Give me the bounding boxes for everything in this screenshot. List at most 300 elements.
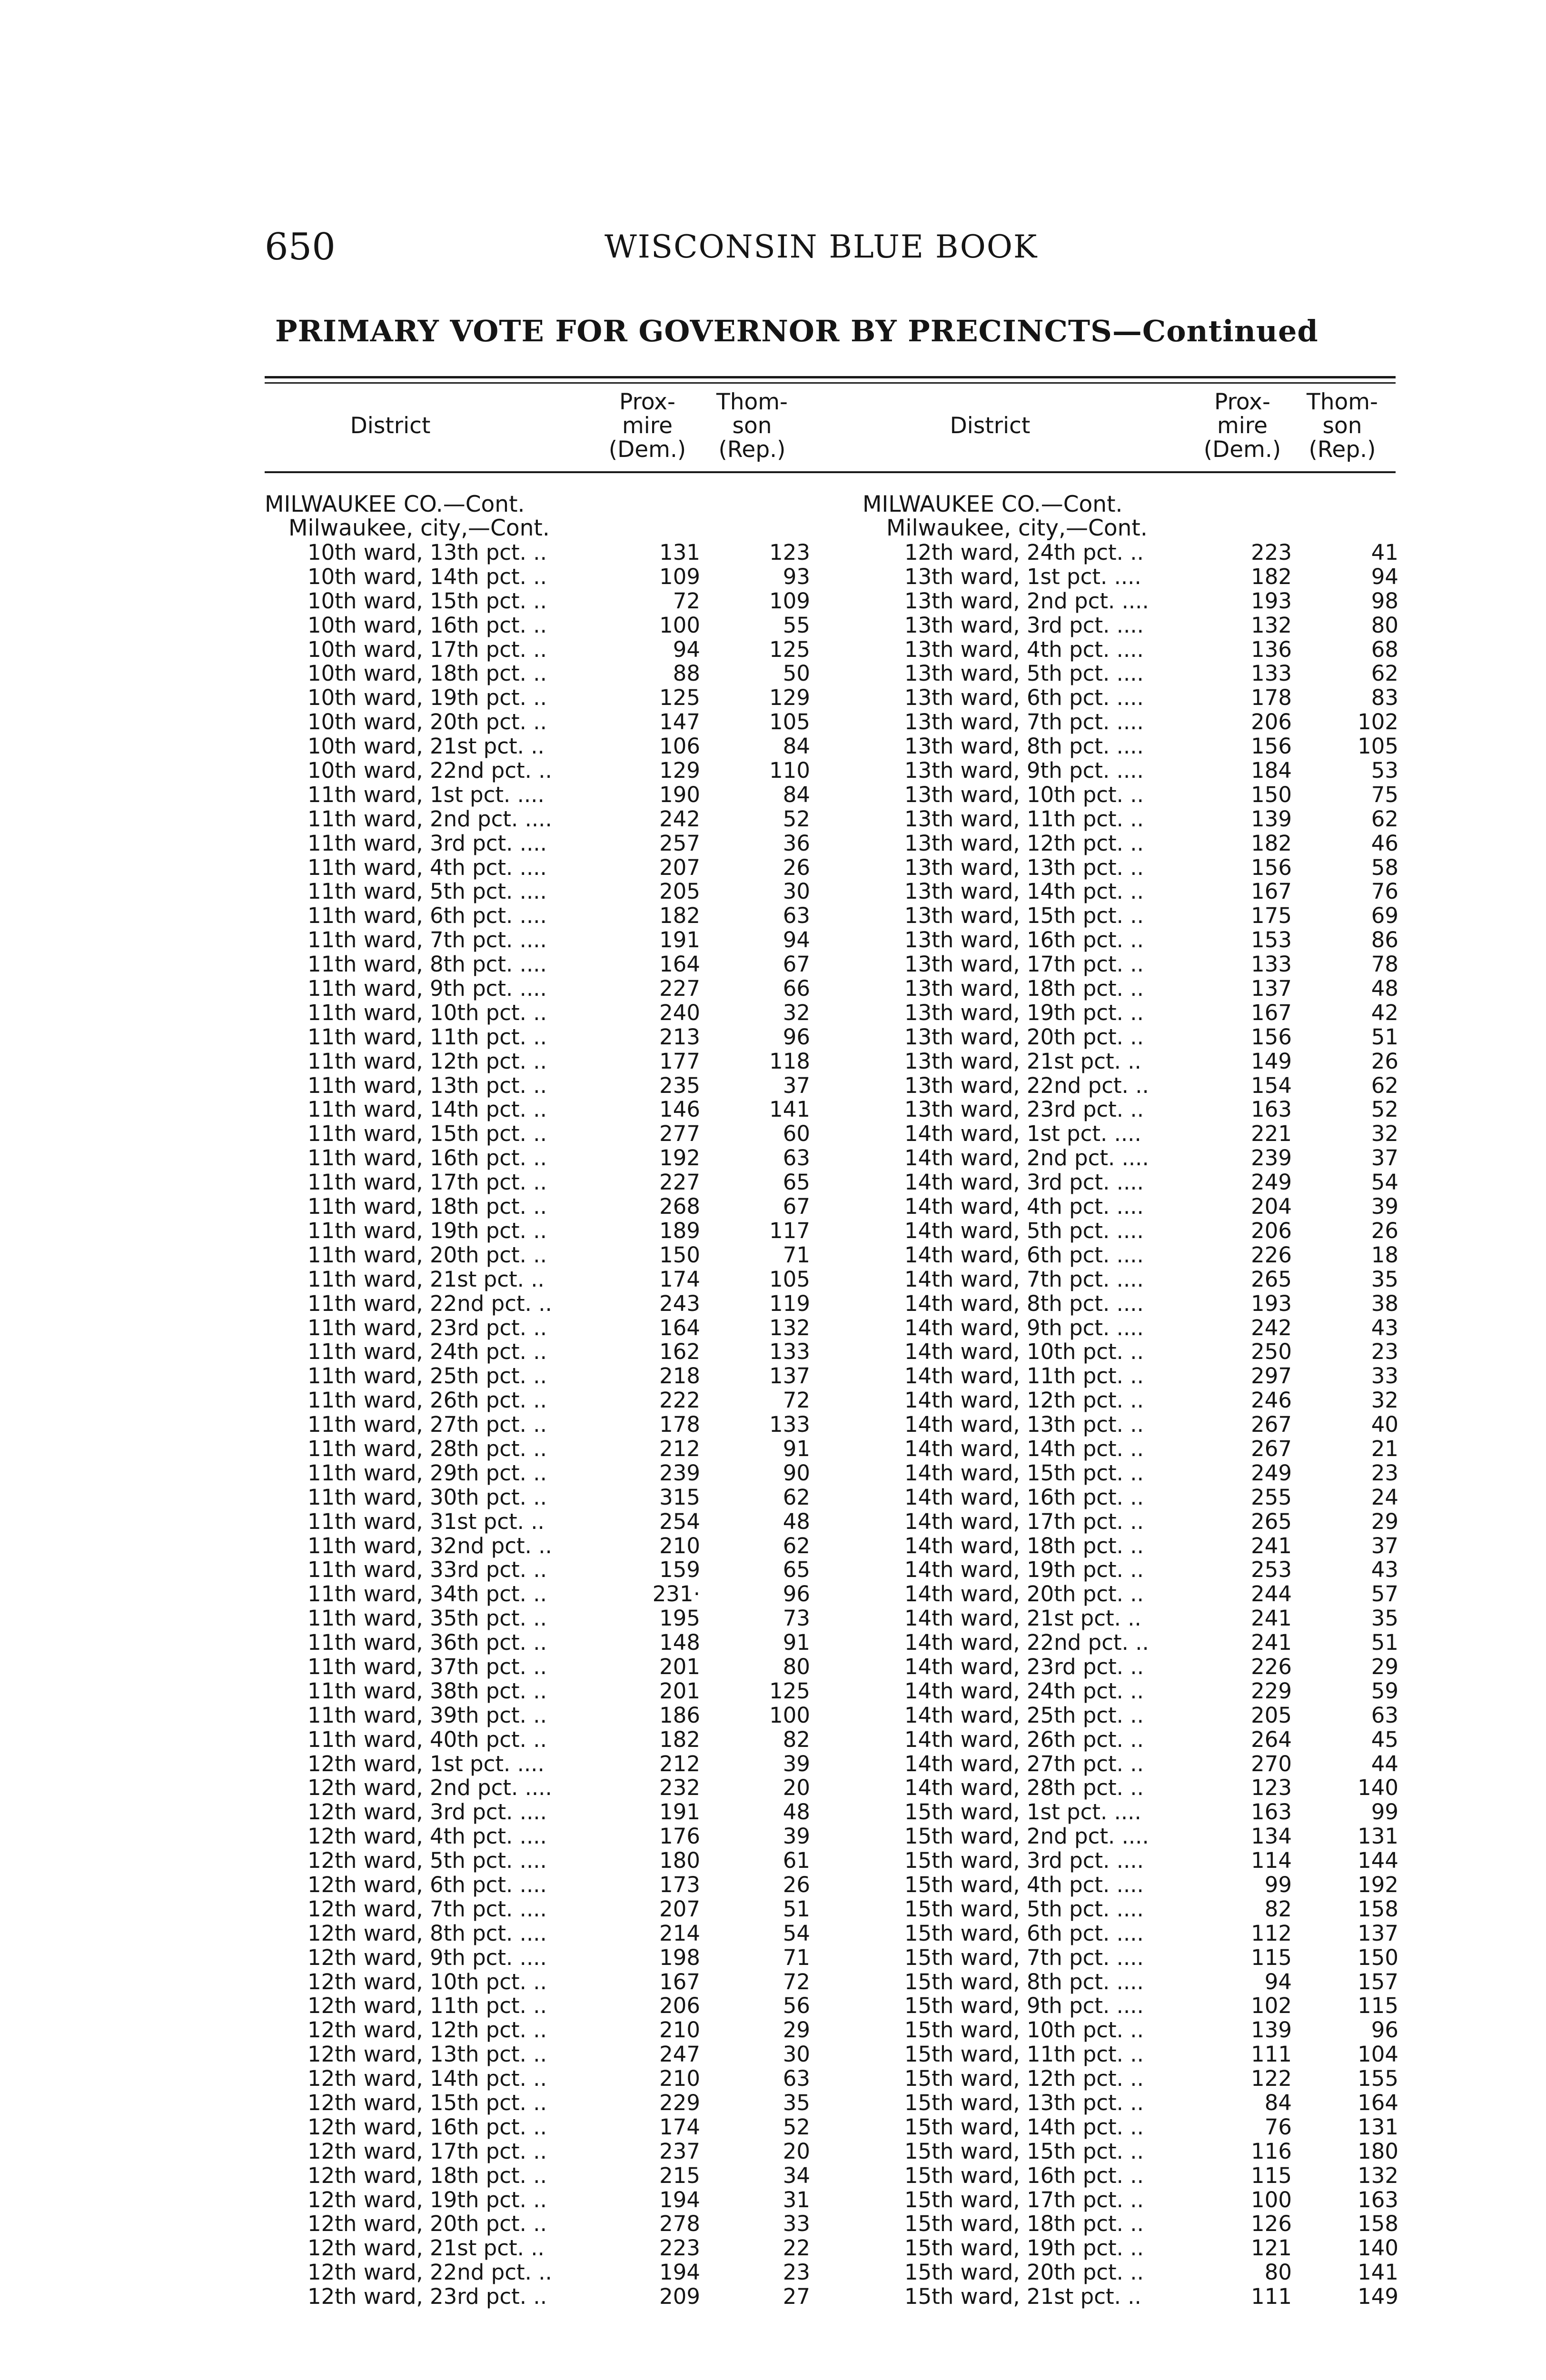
district-cell: 11th ward, 5th pct. .... — [307, 879, 547, 904]
table-row — [904, 1364, 1399, 1388]
thomson-votes-cell: 132 — [1358, 2162, 1398, 2188]
thomson-votes-cell: 58 — [1371, 854, 1398, 880]
table-row — [307, 1752, 812, 1776]
district-cell: 11th ward, 4th pct. .... — [307, 854, 547, 880]
thomson-votes-cell: 41 — [1371, 540, 1398, 565]
proxmire-votes-cell: 177 — [659, 1048, 700, 1074]
district-cell: 11th ward, 15th pct. .. — [307, 1121, 547, 1147]
district-cell: 13th ward, 14th pct. .. — [904, 879, 1144, 904]
district-cell: 11th ward, 3rd pct. .... — [307, 830, 547, 856]
thomson-votes-cell: 65 — [783, 1557, 810, 1583]
proxmire-votes-cell: 163 — [1251, 1097, 1292, 1122]
district-cell: 10th ward, 18th pct. .. — [307, 661, 547, 686]
thomson-votes-cell: 110 — [769, 758, 810, 783]
right-rows — [904, 541, 1399, 2309]
thomson-votes-cell: 137 — [769, 1363, 810, 1389]
proxmire-votes-cell: 206 — [1251, 1218, 1292, 1243]
district-cell: 12th ward, 2nd pct. .... — [307, 1775, 552, 1801]
table-row — [307, 1243, 812, 1268]
thomson-votes-cell: 100 — [769, 1702, 810, 1728]
thomson-votes-cell: 141 — [769, 1097, 810, 1122]
table-row — [307, 565, 812, 589]
proxmire-votes-cell: 212 — [659, 1436, 700, 1461]
thomson-votes-cell: 96 — [783, 1024, 810, 1050]
table-row — [307, 759, 812, 783]
table-row — [904, 541, 1399, 565]
district-cell: 12th ward, 16th pct. .. — [307, 2114, 547, 2140]
thomson-votes-cell: 26 — [1371, 1218, 1398, 1243]
thomson-votes-cell: 44 — [1371, 1751, 1398, 1776]
district-cell: 10th ward, 20th pct. .. — [307, 709, 547, 735]
proxmire-votes-cell: 297 — [1251, 1363, 1292, 1389]
proxmire-votes-cell: 206 — [659, 1993, 700, 2019]
thomson-votes-cell: 32 — [1371, 1121, 1398, 1147]
proxmire-votes-cell: 249 — [1251, 1170, 1292, 1195]
proxmire-votes-cell: 198 — [659, 1944, 700, 1970]
table-row — [307, 1849, 812, 1873]
table-row — [904, 1098, 1399, 1122]
thomson-votes-cell: 48 — [783, 1508, 810, 1534]
proxmire-votes-cell: 150 — [659, 1242, 700, 1268]
thomson-votes-cell: 91 — [783, 1630, 810, 1656]
table-row — [307, 2261, 812, 2285]
district-cell: 14th ward, 17th pct. .. — [904, 1508, 1144, 1534]
district-cell: 14th ward, 13th pct. .. — [904, 1412, 1144, 1438]
table-row — [307, 1606, 812, 1631]
district-cell: 13th ward, 6th pct. .... — [904, 685, 1144, 711]
thomson-votes-cell: 43 — [1371, 1315, 1398, 1340]
district-cell: 12th ward, 12th pct. .. — [307, 2017, 547, 2043]
table-row — [904, 589, 1399, 614]
district-cell: 11th ward, 28th pct. .. — [307, 1436, 547, 1461]
thomson-votes-cell: 80 — [1371, 612, 1398, 638]
thomson-votes-cell: 94 — [783, 927, 810, 953]
thomson-votes-cell: 93 — [783, 564, 810, 589]
thomson-votes-cell: 39 — [783, 1824, 810, 1849]
thomson-votes-cell: 104 — [1358, 2042, 1398, 2067]
proxmire-votes-cell: 154 — [1251, 1072, 1292, 1098]
district-cell: 13th ward, 12th pct. .. — [904, 830, 1144, 856]
thomson-votes-cell: 140 — [1358, 2235, 1398, 2261]
proxmire-votes-cell: 207 — [659, 854, 700, 880]
thomson-votes-cell: 90 — [783, 1460, 810, 1486]
thomson-votes-cell: 141 — [1358, 2260, 1398, 2285]
proxmire-votes-cell: 205 — [659, 879, 700, 904]
thomson-votes-cell: 34 — [783, 2162, 810, 2188]
proxmire-votes-cell: 182 — [1251, 830, 1292, 856]
thomson-votes-cell: 55 — [783, 612, 810, 638]
thomson-votes-cell: 38 — [1371, 1290, 1398, 1316]
table-row — [904, 1800, 1399, 1825]
table-row — [307, 2043, 812, 2067]
proxmire-votes-cell: 255 — [1251, 1484, 1292, 1510]
left-city-label: Milwaukee, city,—Cont. — [288, 515, 550, 541]
district-cell: 11th ward, 26th pct. .. — [307, 1388, 547, 1413]
thomson-votes-cell: 54 — [1371, 1170, 1398, 1195]
district-cell: 12th ward, 4th pct. .... — [307, 1824, 547, 1849]
proxmire-votes-cell: 106 — [659, 734, 700, 759]
proxmire-votes-cell: 231· — [652, 1581, 700, 1607]
proxmire-votes-cell: 153 — [1251, 927, 1292, 953]
table-row — [307, 952, 812, 977]
thomson-votes-cell: 133 — [769, 1339, 810, 1365]
thomson-votes-cell: 96 — [1371, 2017, 1398, 2043]
proxmire-votes-cell: 186 — [659, 1702, 700, 1728]
proxmire-votes-cell: 210 — [659, 1533, 700, 1558]
thomson-votes-cell: 31 — [783, 2187, 810, 2212]
table-row — [904, 1461, 1399, 1486]
thomson-votes-cell: 48 — [1371, 976, 1398, 1002]
thomson-votes-cell: 71 — [783, 1242, 810, 1268]
district-cell: 13th ward, 19th pct. .. — [904, 1000, 1144, 1025]
thomson-votes-cell: 35 — [1371, 1266, 1398, 1292]
district-cell: 11th ward, 7th pct. .... — [307, 927, 547, 953]
thomson-votes-cell: 72 — [783, 1388, 810, 1413]
thomson-votes-cell: 48 — [783, 1799, 810, 1825]
thomson-votes-cell: 115 — [1358, 1993, 1398, 2019]
proxmire-votes-cell: 134 — [1251, 1824, 1292, 1849]
table-row — [307, 2188, 812, 2212]
district-cell: 11th ward, 9th pct. .... — [307, 976, 547, 1002]
proxmire-votes-cell: 209 — [659, 2284, 700, 2310]
proxmire-votes-cell: 201 — [659, 1654, 700, 1679]
proxmire-votes-cell: 227 — [659, 1170, 700, 1195]
table-row — [904, 952, 1399, 977]
thomson-votes-cell: 53 — [1371, 758, 1398, 783]
proxmire-votes-cell: 178 — [1251, 685, 1292, 711]
district-cell: 13th ward, 4th pct. .... — [904, 636, 1144, 662]
table-row — [307, 1001, 812, 1025]
proxmire-votes-cell: 235 — [659, 1072, 700, 1098]
table-row — [307, 1268, 812, 1292]
proxmire-votes-cell: 72 — [673, 588, 700, 614]
thomson-votes-cell: 180 — [1358, 2138, 1398, 2164]
thomson-votes-cell: 86 — [1371, 927, 1398, 953]
table-row — [307, 1873, 812, 1897]
proxmire-votes-cell: 163 — [1251, 1799, 1292, 1825]
table-row — [904, 880, 1399, 904]
district-cell: 13th ward, 1st pct. .... — [904, 564, 1141, 589]
left-header-thomson: Thom- son (Rep.) — [716, 389, 788, 463]
district-cell: 13th ward, 11th pct. .. — [904, 806, 1144, 832]
proxmire-votes-cell: 116 — [1251, 2138, 1292, 2164]
thomson-votes-cell: 98 — [1371, 588, 1398, 614]
thomson-votes-cell: 68 — [1371, 636, 1398, 662]
table-row — [904, 928, 1399, 952]
district-cell: 11th ward, 13th pct. .. — [307, 1072, 547, 1098]
district-cell: 11th ward, 30th pct. .. — [307, 1484, 547, 1510]
district-cell: 15th ward, 5th pct. .... — [904, 1896, 1144, 1922]
table-row — [307, 2236, 812, 2261]
district-cell: 11th ward, 1st pct. .... — [307, 782, 545, 807]
table-row — [307, 904, 812, 928]
district-cell: 13th ward, 5th pct. .... — [904, 661, 1144, 686]
table-row — [307, 1655, 812, 1679]
district-cell: 12th ward, 1st pct. .... — [307, 1751, 545, 1776]
thomson-votes-cell: 62 — [1371, 806, 1398, 832]
district-cell: 13th ward, 23rd pct. .. — [904, 1097, 1144, 1122]
district-cell: 15th ward, 20th pct. .. — [904, 2260, 1144, 2285]
district-cell: 14th ward, 4th pct. .... — [904, 1194, 1144, 1220]
proxmire-votes-cell: 136 — [1251, 636, 1292, 662]
table-row — [904, 686, 1399, 710]
district-cell: 12th ward, 20th pct. .. — [307, 2211, 547, 2237]
proxmire-votes-cell: 257 — [659, 830, 700, 856]
thomson-votes-cell: 51 — [1371, 1630, 1398, 1656]
thomson-votes-cell: 20 — [783, 1775, 810, 1801]
thomson-votes-cell: 123 — [769, 540, 810, 565]
thomson-votes-cell: 125 — [769, 636, 810, 662]
table-row — [904, 2018, 1399, 2043]
proxmire-votes-cell: 149 — [1251, 1048, 1292, 1074]
table-row — [307, 734, 812, 759]
thomson-votes-cell: 37 — [1371, 1145, 1398, 1171]
thomson-votes-cell: 131 — [1358, 1824, 1398, 1849]
table-row — [307, 1364, 812, 1388]
district-cell: 14th ward, 25th pct. .. — [904, 1702, 1144, 1728]
district-cell: 15th ward, 4th pct. .... — [904, 1872, 1144, 1897]
proxmire-votes-cell: 193 — [1251, 588, 1292, 614]
thomson-votes-cell: 131 — [1358, 2114, 1398, 2140]
district-cell: 15th ward, 9th pct. .... — [904, 1993, 1144, 2019]
table-row — [904, 1437, 1399, 1461]
district-cell: 15th ward, 1st pct. .... — [904, 1799, 1141, 1825]
proxmire-votes-cell: 115 — [1251, 1944, 1292, 1970]
proxmire-votes-cell: 167 — [1251, 1000, 1292, 1025]
thomson-votes-cell: 158 — [1358, 1896, 1398, 1922]
header-rule — [265, 471, 1396, 473]
table-row — [904, 1752, 1399, 1776]
proxmire-votes-cell: 210 — [659, 2017, 700, 2043]
district-cell: 14th ward, 18th pct. .. — [904, 1533, 1144, 1558]
table-row — [307, 1025, 812, 1050]
thomson-votes-cell: 35 — [1371, 1606, 1398, 1631]
table-row — [904, 2043, 1399, 2067]
proxmire-votes-cell: 133 — [1251, 952, 1292, 977]
table-row — [904, 1606, 1399, 1631]
proxmire-votes-cell: 147 — [659, 709, 700, 735]
proxmire-votes-cell: 139 — [1251, 806, 1292, 832]
proxmire-votes-cell: 156 — [1251, 854, 1292, 880]
table-row — [307, 1098, 812, 1122]
table-row — [904, 2091, 1399, 2115]
thomson-votes-cell: 21 — [1371, 1436, 1398, 1461]
district-cell: 12th ward, 19th pct. .. — [307, 2187, 547, 2212]
table-row — [904, 1074, 1399, 1098]
table-row — [307, 1776, 812, 1800]
table-row — [307, 2115, 812, 2140]
thomson-votes-cell: 29 — [1371, 1508, 1398, 1534]
table-row — [307, 638, 812, 662]
proxmire-votes-cell: 241 — [1251, 1606, 1292, 1631]
district-cell: 15th ward, 14th pct. .. — [904, 2114, 1144, 2140]
table-row — [307, 1461, 812, 1486]
table-row — [904, 832, 1399, 856]
district-cell: 14th ward, 24th pct. .. — [904, 1678, 1144, 1704]
district-cell: 10th ward, 19th pct. .. — [307, 685, 547, 711]
thomson-votes-cell: 96 — [783, 1581, 810, 1607]
table-row — [904, 614, 1399, 638]
table-row — [904, 1195, 1399, 1219]
thomson-votes-cell: 26 — [783, 1872, 810, 1897]
district-cell: 11th ward, 20th pct. .. — [307, 1242, 547, 1268]
thomson-votes-cell: 29 — [1371, 1654, 1398, 1679]
table-row — [904, 1558, 1399, 1582]
thomson-votes-cell: 91 — [783, 1436, 810, 1461]
thomson-votes-cell: 35 — [783, 2090, 810, 2115]
district-cell: 12th ward, 23rd pct. .. — [307, 2284, 547, 2310]
table-row — [307, 928, 812, 952]
left-county-label: MILWAUKEE CO.—Cont. — [265, 491, 525, 517]
district-cell: 15th ward, 13th pct. .. — [904, 2090, 1144, 2115]
table-row — [904, 2236, 1399, 2261]
district-cell: 12th ward, 7th pct. .... — [307, 1896, 547, 1922]
district-cell: 13th ward, 22nd pct. .. — [904, 1072, 1149, 1098]
table-row — [307, 1534, 812, 1558]
district-cell: 15th ward, 2nd pct. .... — [904, 1824, 1149, 1849]
district-cell: 15th ward, 11th pct. .. — [904, 2042, 1144, 2067]
table-row — [904, 2067, 1399, 2091]
right-header-thomson: Thom- son (Rep.) — [1307, 389, 1378, 463]
district-cell: 10th ward, 17th pct. .. — [307, 636, 547, 662]
table-row — [904, 1776, 1399, 1800]
table-row — [307, 1728, 812, 1752]
table-row — [307, 1219, 812, 1243]
district-cell: 12th ward, 18th pct. .. — [307, 2162, 547, 2188]
proxmire-votes-cell: 204 — [1251, 1194, 1292, 1220]
proxmire-votes-cell: 156 — [1251, 734, 1292, 759]
proxmire-votes-cell: 190 — [659, 782, 700, 807]
right-county-label: MILWAUKEE CO.—Cont. — [862, 491, 1123, 517]
thomson-votes-cell: 26 — [1371, 1048, 1398, 1074]
proxmire-votes-cell: 173 — [659, 1872, 700, 1897]
table-row — [904, 1849, 1399, 1873]
proxmire-votes-cell: 247 — [659, 2042, 700, 2067]
district-cell: 12th ward, 14th pct. .. — [307, 2066, 547, 2092]
district-cell: 15th ward, 17th pct. .. — [904, 2187, 1144, 2212]
thomson-votes-cell: 23 — [1371, 1460, 1398, 1486]
thomson-votes-cell: 62 — [1371, 661, 1398, 686]
district-cell: 12th ward, 6th pct. .... — [307, 1872, 547, 1897]
district-cell: 14th ward, 8th pct. .... — [904, 1290, 1144, 1316]
table-row — [904, 2140, 1399, 2164]
proxmire-votes-cell: 267 — [1251, 1436, 1292, 1461]
table-row — [307, 1388, 812, 1413]
table-row — [307, 2091, 812, 2115]
proxmire-votes-cell: 102 — [1251, 1993, 1292, 2019]
table-row — [307, 1170, 812, 1195]
district-cell: 14th ward, 1st pct. .... — [904, 1121, 1141, 1147]
table-title: PRIMARY VOTE FOR GOVERNOR BY PRECINCTS—Continued — [275, 314, 1318, 348]
thomson-votes-cell: 20 — [783, 2138, 810, 2164]
proxmire-votes-cell: 221 — [1251, 1121, 1292, 1147]
table-row — [307, 1582, 812, 1606]
proxmire-votes-cell: 229 — [1251, 1678, 1292, 1704]
left-header-proxmire: Prox- mire (Dem.) — [608, 389, 686, 463]
district-cell: 15th ward, 12th pct. .. — [904, 2066, 1144, 2092]
proxmire-votes-cell: 180 — [659, 1848, 700, 1874]
thomson-votes-cell: 62 — [783, 1533, 810, 1558]
district-cell: 14th ward, 26th pct. .. — [904, 1726, 1144, 1752]
district-cell: 12th ward, 8th pct. .... — [307, 1920, 547, 1946]
table-row — [904, 1388, 1399, 1413]
district-cell: 11th ward, 32nd pct. .. — [307, 1533, 552, 1558]
table-row — [307, 832, 812, 856]
thomson-votes-cell: 30 — [783, 2042, 810, 2067]
proxmire-votes-cell: 213 — [659, 1024, 700, 1050]
table-row — [904, 759, 1399, 783]
thomson-votes-cell: 46 — [1371, 830, 1398, 856]
right-header-proxmire: Prox- mire (Dem.) — [1203, 389, 1281, 463]
proxmire-votes-cell: 112 — [1251, 1920, 1292, 1946]
table-row — [904, 1534, 1399, 1558]
thomson-votes-cell: 62 — [783, 1484, 810, 1510]
thomson-votes-cell: 80 — [783, 1654, 810, 1679]
proxmire-votes-cell: 240 — [659, 1000, 700, 1025]
district-cell: 12th ward, 13th pct. .. — [307, 2042, 547, 2067]
table-row — [904, 1679, 1399, 1704]
proxmire-votes-cell: 148 — [659, 1630, 700, 1656]
proxmire-votes-cell: 167 — [1251, 879, 1292, 904]
thomson-votes-cell: 78 — [1371, 952, 1398, 977]
table-row — [904, 1704, 1399, 1728]
table-row — [904, 662, 1399, 686]
thomson-votes-cell: 33 — [1371, 1363, 1398, 1389]
table-row — [307, 1510, 812, 1534]
table-row — [307, 1704, 812, 1728]
table-row — [904, 1219, 1399, 1243]
thomson-votes-cell: 32 — [1371, 1388, 1398, 1413]
page-number: 650 — [265, 226, 336, 268]
table-row — [904, 1825, 1399, 1849]
proxmire-votes-cell: 189 — [659, 1218, 700, 1243]
thomson-votes-cell: 59 — [1371, 1678, 1398, 1704]
table-row — [307, 1994, 812, 2018]
thomson-votes-cell: 140 — [1358, 1775, 1398, 1801]
table-row — [307, 1437, 812, 1461]
table-row — [904, 1122, 1399, 1146]
table-row — [307, 783, 812, 807]
proxmire-votes-cell: 121 — [1251, 2235, 1292, 2261]
thomson-votes-cell: 119 — [769, 1290, 810, 1316]
right-header-district: District — [950, 413, 1031, 439]
thomson-votes-cell: 150 — [1358, 1944, 1398, 1970]
running-head: WISCONSIN BLUE BOOK — [605, 228, 1038, 265]
district-cell: 10th ward, 13th pct. .. — [307, 540, 547, 565]
district-cell: 11th ward, 40th pct. .. — [307, 1726, 547, 1752]
thomson-votes-cell: 45 — [1371, 1726, 1398, 1752]
thomson-votes-cell: 22 — [783, 2235, 810, 2261]
thomson-votes-cell: 158 — [1358, 2211, 1398, 2237]
proxmire-votes-cell: 215 — [659, 2162, 700, 2188]
proxmire-votes-cell: 265 — [1251, 1508, 1292, 1534]
district-cell: 14th ward, 20th pct. .. — [904, 1581, 1144, 1607]
table-row — [307, 880, 812, 904]
table-row — [307, 807, 812, 832]
proxmire-votes-cell: 241 — [1251, 1533, 1292, 1558]
district-cell: 15th ward, 18th pct. .. — [904, 2211, 1144, 2237]
thomson-votes-cell: 23 — [1371, 1339, 1398, 1365]
thomson-votes-cell: 82 — [783, 1726, 810, 1752]
proxmire-votes-cell: 164 — [659, 952, 700, 977]
district-cell: 12th ward, 9th pct. .... — [307, 1944, 547, 1970]
district-cell: 14th ward, 28th pct. .. — [904, 1775, 1144, 1801]
table-row — [307, 1558, 812, 1582]
district-cell: 11th ward, 27th pct. .. — [307, 1412, 547, 1438]
thomson-votes-cell: 132 — [769, 1315, 810, 1340]
proxmire-votes-cell: 133 — [1251, 661, 1292, 686]
table-row — [904, 2164, 1399, 2188]
